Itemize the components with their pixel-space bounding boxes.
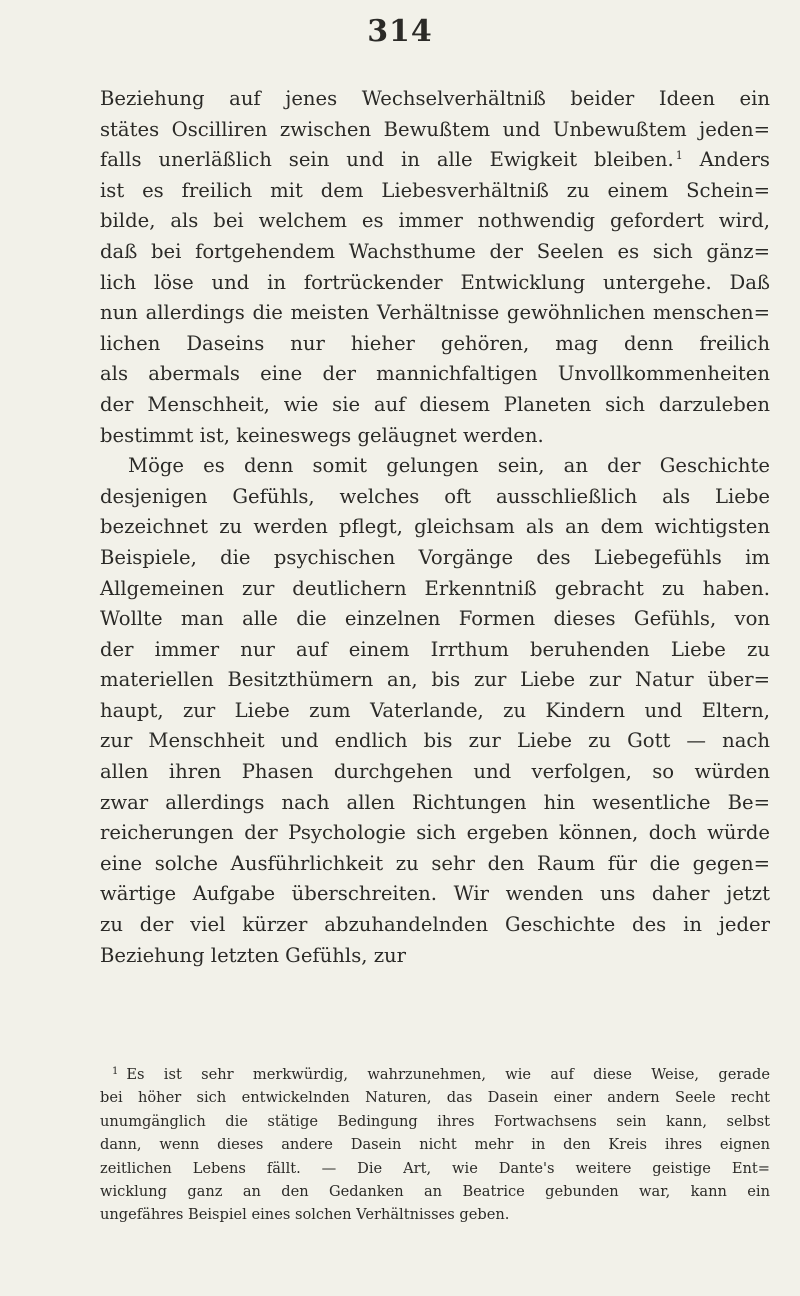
text-line: der immer nur auf einem Irrthum beruhenden Liebe zu bbox=[100, 637, 770, 661]
text-line: bestimmt ist, keineswegs geläugnet werden. bbox=[100, 423, 544, 447]
footnote-line: dann, wenn dieses andere Dasein nicht mehr in den Kreis ihres eignen bbox=[100, 1136, 770, 1154]
text-line: Beispiele, die psychischen Vorgänge des Liebegefühls im bbox=[100, 545, 770, 569]
text-line: lichen Daseins nur hieher gehören, mag denn freilich bbox=[100, 331, 770, 355]
text-line: daß bei fortgehendem Wachsthume der Seelen es sich gänz= bbox=[100, 239, 770, 263]
text-line: bezeichnet zu werden pflegt, gleichsam als an dem wichtigsten bbox=[100, 515, 770, 539]
text-line: Allgemeinen zur deutlichern Erkenntniß gebracht zu haben. bbox=[100, 576, 770, 600]
text-line: haupt, zur Liebe zum Vaterlande, zu Kindern und Eltern, bbox=[100, 698, 770, 722]
footnotes bbox=[100, 1063, 770, 1227]
text-line: zu der viel kürzer abzuhandelnden Geschichte des in jeder bbox=[100, 913, 770, 937]
footnote-marker: 1 bbox=[112, 1066, 119, 1077]
footnote-line: zeitlichen Lebens fällt. — Die Art, wie Dante's weitere geistige Ent= bbox=[100, 1159, 770, 1177]
text-line: allen ihren Phasen durchgehen und verfolgen, so würden bbox=[100, 760, 770, 784]
footnote-line: ungefähres Beispiel eines solchen Verhältnisses geben. bbox=[100, 1206, 510, 1224]
text-line: nun allerdings die meisten Verhältnisse gewöhnlichen menschen= bbox=[100, 301, 770, 325]
text-line: zur Menschheit und endlich bis zur Liebe zu Gott — nach bbox=[100, 729, 770, 753]
text-line: wärtige Aufgabe überschreiten. Wir wenden uns daher jetzt bbox=[100, 882, 770, 906]
footnote-line: bei höher sich entwickelnden Naturen, das Dasein einer andern Seele recht bbox=[100, 1089, 770, 1107]
text-line: bilde, als bei welchem es immer nothwendig gefordert wird, bbox=[100, 209, 770, 233]
text-line: stätes Oscilliren zwischen Bewußtem und Unbewußtem jeden= bbox=[100, 117, 770, 141]
text-line: Beziehung auf jenes Wechselverhältniß beider Ideen ein bbox=[100, 87, 770, 110]
page-number: 314 bbox=[367, 14, 433, 49]
footnote-line: wicklung ganz an den Gedanken an Beatrice gebunden war, kann ein bbox=[100, 1182, 770, 1200]
text-line: der Menschheit, wie sie auf diesem Planeten sich darzuleben bbox=[100, 392, 770, 416]
text-line: lich löse und in fortrückender Entwicklung untergehe. Daß bbox=[100, 270, 770, 294]
text-line: Beziehung letzten Gefühls, zur bbox=[100, 943, 407, 967]
text-line: zwar allerdings nach allen Richtungen hin wesentliche Be= bbox=[100, 790, 770, 814]
footnote-line: $^1$ Es ist sehr merkwürdig, wahrzunehmen, wie auf diese Weise, gerade bbox=[112, 1066, 770, 1083]
footnote-reference: 1 bbox=[675, 149, 683, 163]
text-line: Möge es denn somit gelungen sein, an der Geschichte bbox=[128, 454, 770, 478]
text-line: als abermals eine der mannichfaltigen Unvollkommenheiten bbox=[100, 362, 770, 386]
text-line: reicherungen der Psychologie sich ergeben können, doch würde bbox=[100, 821, 770, 845]
text-line: desjenigen Gefühls, welches oft ausschließlich als Liebe bbox=[100, 484, 770, 508]
body-text bbox=[100, 84, 770, 971]
text-line: eine solche Ausführlichkeit zu sehr den Raum für die gegen= bbox=[100, 851, 770, 875]
text-line: materiellen Besitzthümern an, bis zur Liebe zur Natur über= bbox=[100, 668, 770, 692]
footnote-line: unumgänglich die stätige Bedingung ihres Fortwachsens sein kann, selbst bbox=[100, 1112, 770, 1130]
text-line: falls unerläßlich sein und in alle Ewigkeit bleiben. $^1$ Anders bbox=[100, 148, 770, 172]
text-line: Wollte man alle die einzelnen Formen dieses Gefühls, von bbox=[100, 607, 770, 631]
text-line: ist es freilich mit dem Liebesverhältniß zu einem Schein= bbox=[100, 178, 770, 202]
